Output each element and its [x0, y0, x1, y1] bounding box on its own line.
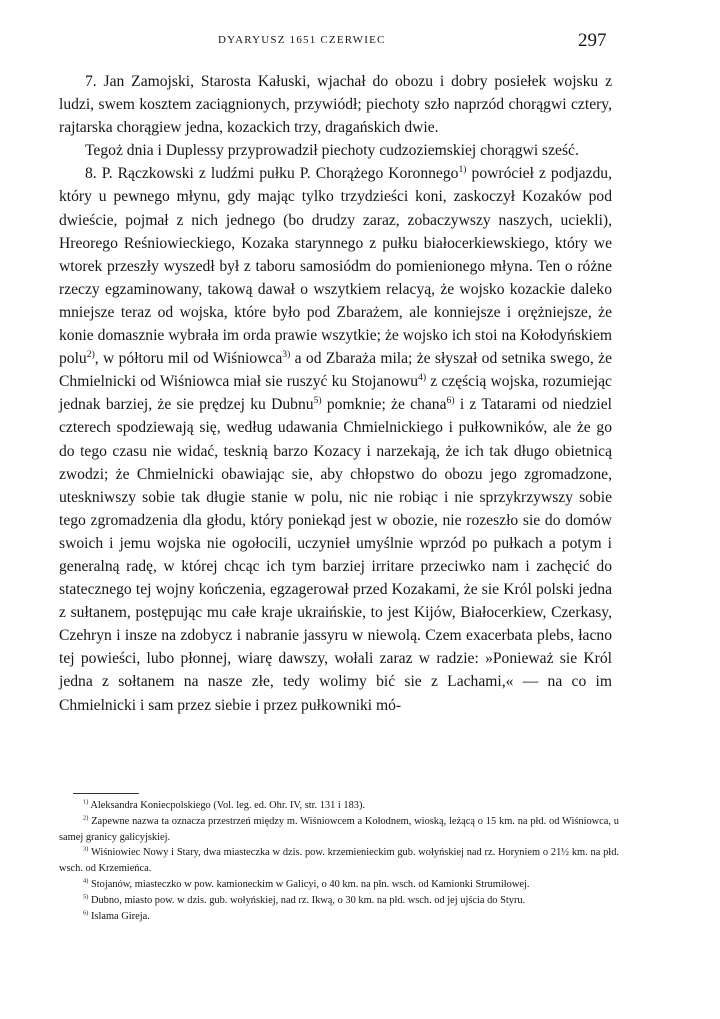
footnote-text: Dubno, miasto pow. w dzis. gub. wołyńskiej, nad rz. Ikwą, o 30 km. na płd. wsch. od jej ujścia do Styru.	[88, 894, 526, 906]
main-text	[59, 70, 612, 717]
footnote-text: Stojanów, miasteczko w pow. kamioneckim w Galicyi, o 40 km. na płn. wsch. od Kamionki Strumiłowej.	[88, 878, 530, 890]
footnote-ref-3: 3)	[282, 348, 291, 360]
text-run: , w półtoru mil od Wiśniowca	[94, 350, 283, 368]
page-number: 297	[578, 30, 607, 51]
text-run: 8. P. Rączkowski z ludźmi pułku P. Chorążego Koronnego	[85, 165, 459, 183]
text-run: powrócieł z podjazdu, który u pewnego młynu, gdy mając tylko trzydzieści koni, zaskoczył Kozaków pod dwieście, pojmał z nich jednego (bo drudzy zaraz, zobaczywszy naszych, uciekli), Hreorego Reśniowieckiego, Kozaka starynnego z pułku białocerkiewskiego, który we wtorek przeszły wyszedł był z taboru samosiódm do pomienionego młyna. Ten o różne rzeczy egzaminowany, takową dawał o wszytkiem relacyą, że wojsko kozackie daleko mniejsze teraz od wojska, które było pod Zbarażem, ale konniejsze i orężniejsze, że konie domasznie wybrała im orda prawie wszytkie; że wojsko ich stoi na Kołodyńskiem polu	[59, 165, 612, 368]
page-header	[0, 30, 720, 56]
footnote-divider	[73, 793, 139, 794]
text-run: i z Tatarami od niedziel czterech spodziewają się, według udawania Chmielnickiego i pułkowników, ale że go do tego czasu nie widać, tesknią barzo Kozacy i narzekają, że ich tak długo obietnicą zwodzi; że Chmielnicki obawiając sie, aby chłopstwo do obozu jego zgromadzone, uteskniwszy sobie tak długie stanie w polu, nic nie robiąc i nie sprzykrzywszy sobie tego zgromadzenia dla głodu, który poniekąd jest w obozie, nie rozeszło sie do domów swoich i jemu wojska nie ogołocili, uczynieł umyślnie wprzód po pułkach a potym i generalną radę, w której chcąc ich tym barziej irritare przeciwko nam i zachęcić do statecznego tej wojny kończenia, egzagerował przed Kozakami, że sie Król polski jedna z sułtanem, postępując mu całe kraje ukraińskie, to jest Kijów, Białocerkiew, Czerkasy, Czehryn i insze na zdobycz i nabranie jassyru w niewolą. Czem exacerbata plebs, łacno tej powieści, lubo płonnej, wiarę dawszy, wołali zaraz w radzie: »Ponieważ sie Król jedna z sołtanem na nasze złe, tedy wolimy bić sie z Lachami,« — na co im Chmielnicki i sam przez siebie i przez pułkowniki mó-	[59, 396, 612, 714]
footnote-ref-6: 6)	[446, 395, 455, 407]
footnote-4	[59, 877, 619, 893]
footnote-5	[59, 893, 619, 909]
footnote-mark: 4)	[83, 877, 89, 885]
footnote-ref-5: 5)	[313, 395, 322, 407]
footnote-text: Zapewne nazwa ta oznacza przestrzeń między m. Wiśniowcem a Kołodnem, wioską, leżącą o 15 km. na płd. od Wiśniowca, u samej granicy galicyjskiej.	[59, 815, 619, 843]
paragraph-duplessy: Tegoż dnia i Duplessy przyprowadził piechoty cudzoziemskiej chorągwi sześć.	[85, 142, 579, 160]
footnote-mark: 3)	[83, 845, 89, 853]
footnote-text: Wiśniowiec Nowy i Stary, dwa miasteczka w dzis. pow. krzemienieckim gub. wołyńskiej nad rz. Horyniem o 21½ km. na płd. wsch. od Krzemieńca.	[59, 847, 619, 875]
footnote-text: Islama Gireja.	[88, 910, 150, 922]
footnote-ref-1: 1)	[458, 164, 467, 176]
footnote-mark: 1)	[83, 798, 89, 806]
footnote-3	[59, 845, 619, 877]
paragraph-8	[59, 162, 612, 716]
paragraph-7: 7. Jan Zamojski, Starosta Kałuski, wjachał do obozu i dobry posiełek wojsku z ludzi, swem kosztem zaciągnionych, przywiódł; piechoty szło naprzód chorągwi cztery, rajtarska chorągiew jedna, kozackich trzy, dragańskich dwie.	[59, 73, 612, 137]
footnote-2	[59, 814, 619, 846]
footnote-1	[59, 798, 619, 814]
footnote-mark: 6)	[83, 909, 89, 917]
footnote-6	[59, 909, 619, 925]
footnotes	[59, 798, 619, 924]
footnote-ref-2: 2)	[86, 348, 95, 360]
footnote-text: Aleksandra Koniecpolskiego (Vol. leg. ed. Ohr. IV, str. 131 i 183).	[88, 800, 366, 811]
text-run: a od Zbaraża mila; że słyszał od setnika swego, że Chmielnicki od Wiśniowca miał sie ruszyć ku Stojanowu	[59, 350, 612, 391]
footnote-mark: 2)	[83, 814, 89, 822]
running-head: DYARYUSZ 1651 CZERWIEC	[218, 34, 386, 46]
footnote-mark: 5)	[83, 893, 89, 901]
footnote-ref-4: 4)	[418, 372, 427, 384]
text-run: z częścią wojska, rozumiejąc jednak barziej, że sie prędzej ku Dubnu	[59, 373, 612, 414]
text-run: pomknie; że chana	[321, 396, 447, 414]
